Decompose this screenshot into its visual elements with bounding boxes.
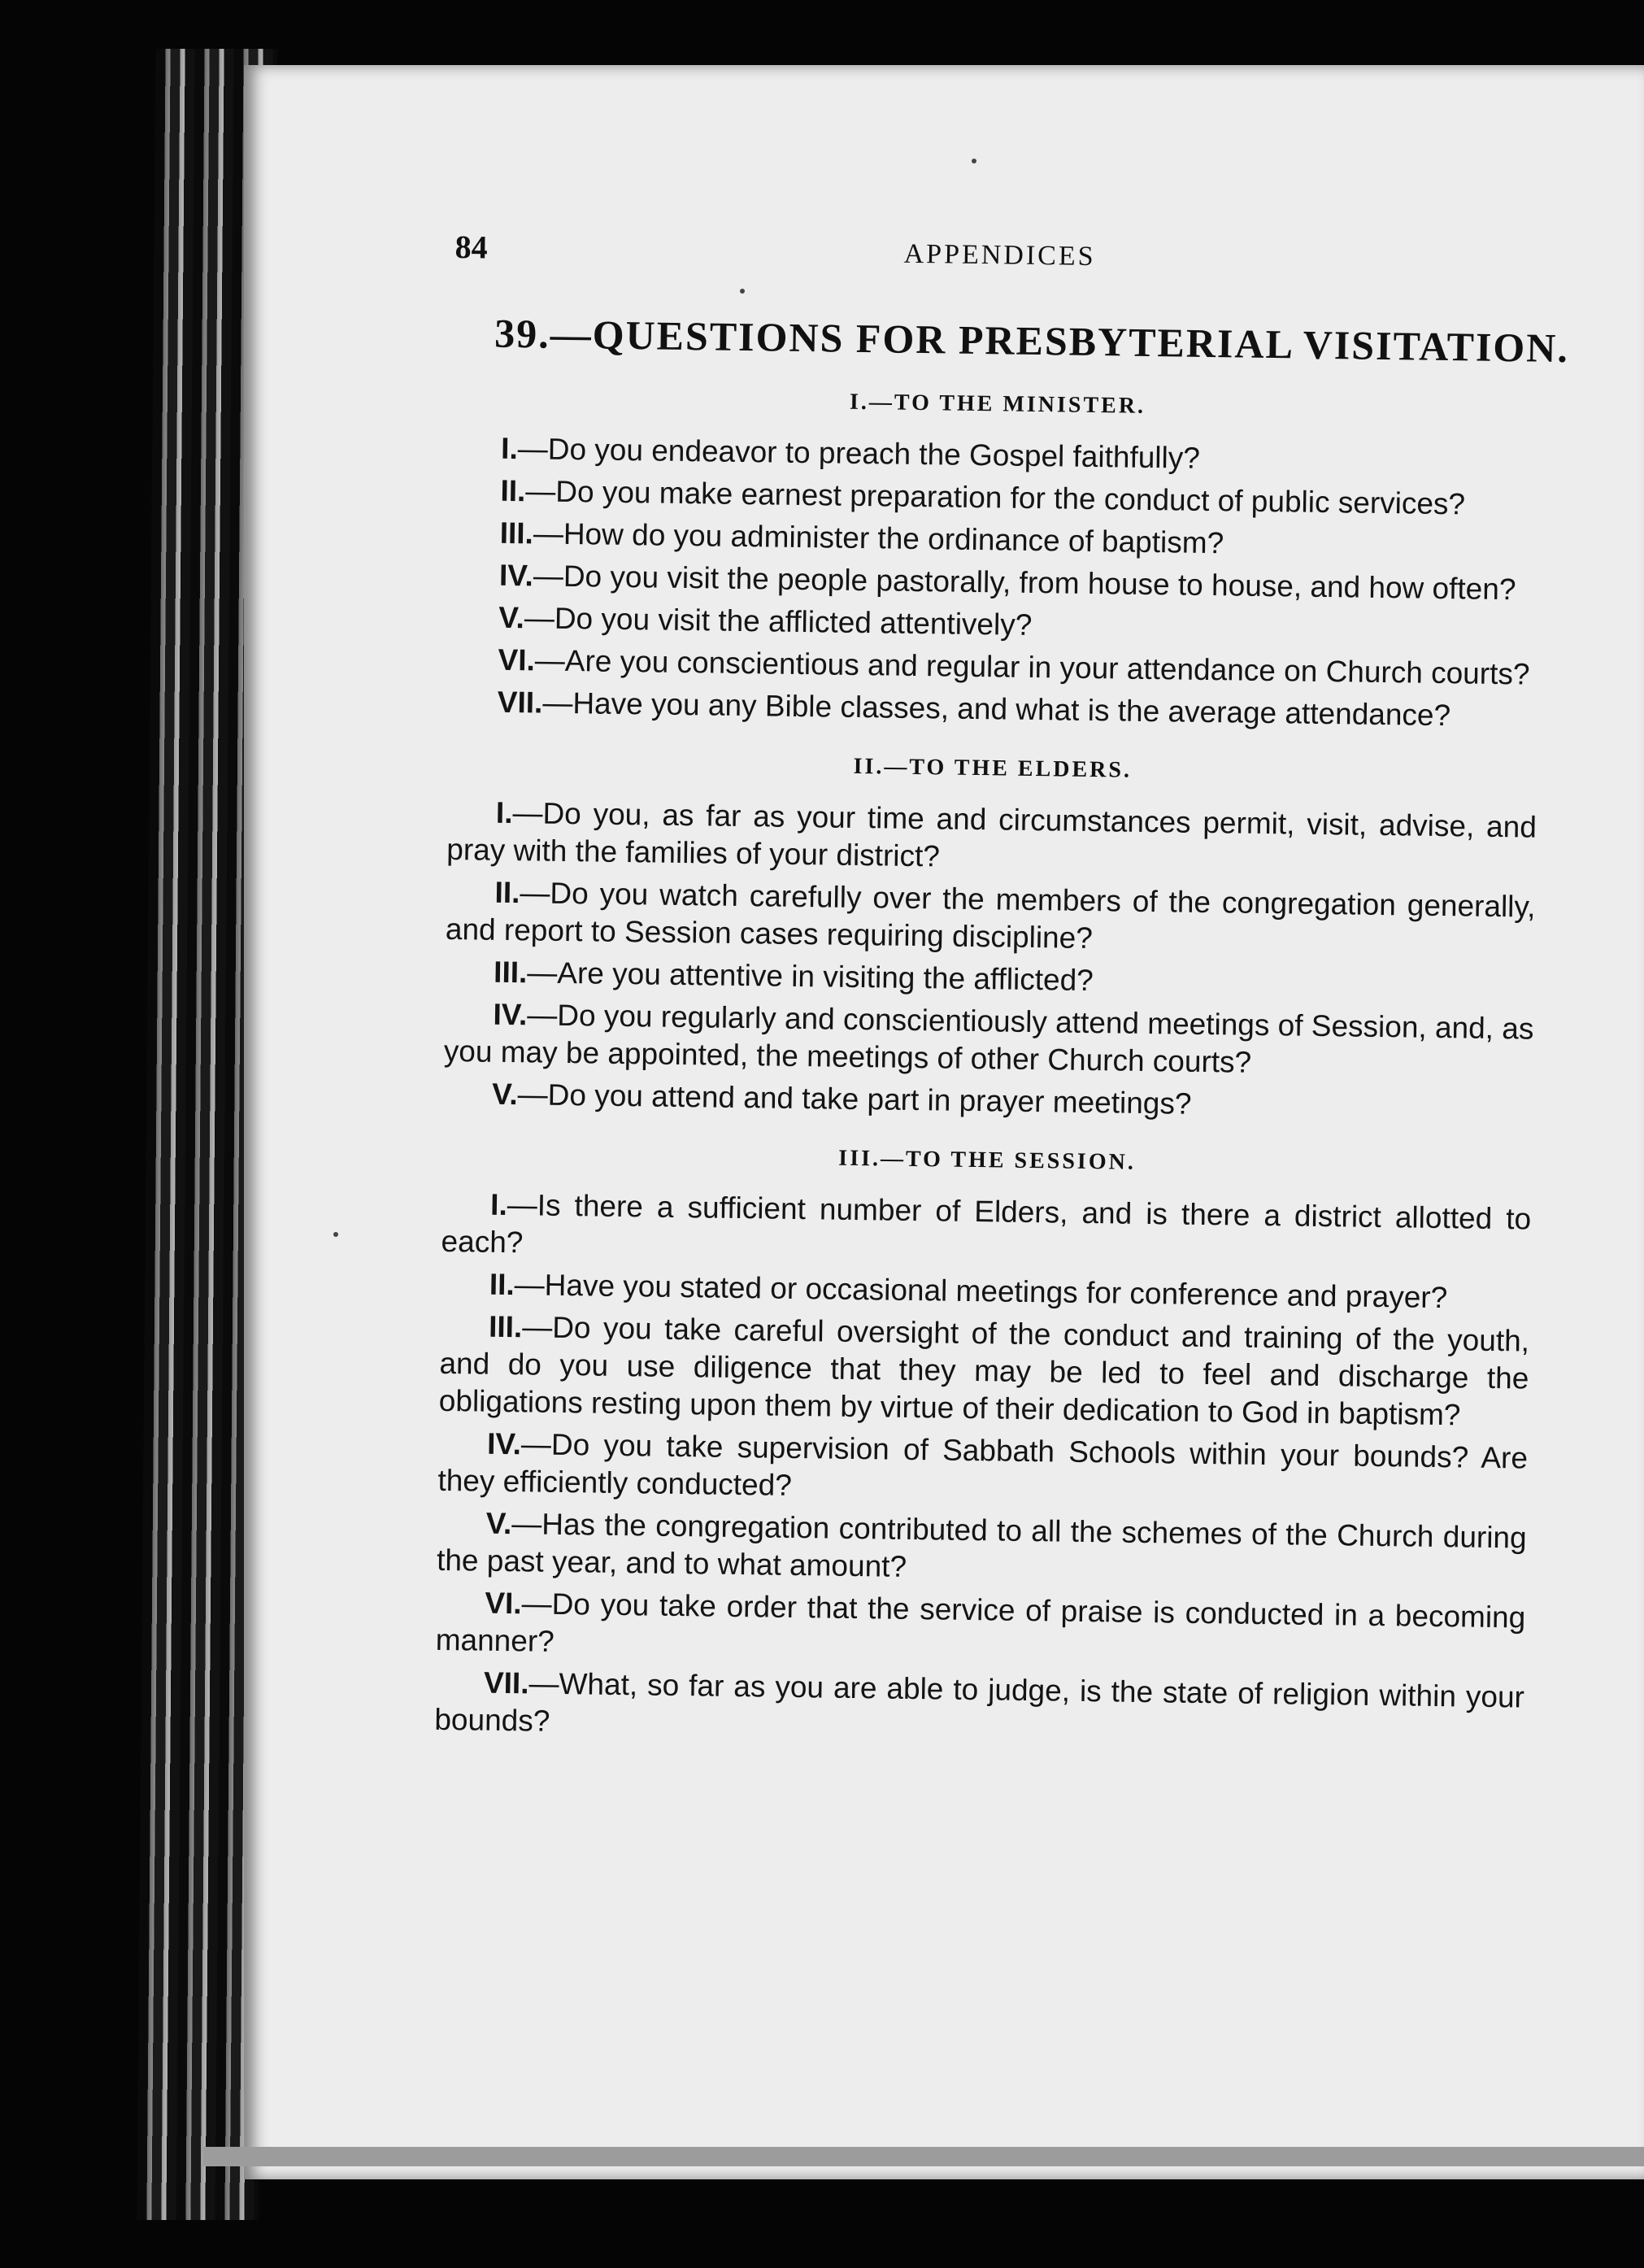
question-number: VII. <box>497 685 543 720</box>
question-number: II. <box>489 1267 515 1302</box>
question-number: V. <box>498 600 525 635</box>
question-number: VI. <box>498 642 536 677</box>
section-heading: I.—TO THE MINISTER. <box>849 389 1146 419</box>
book-page <box>244 65 1644 2179</box>
question-text: —Do you visit the afflicted attentively? <box>524 601 1033 642</box>
section-elders <box>443 748 1537 1128</box>
question-item <box>444 995 1534 1086</box>
question-number: VII. <box>483 1665 529 1700</box>
question-number: III. <box>493 955 528 990</box>
question-item <box>446 794 1537 884</box>
question-item <box>446 873 1536 964</box>
section-heading: II.—TO THE ELDERS. <box>853 753 1133 783</box>
question-text: —Are you attentive in visiting the afflicted? <box>527 956 1094 998</box>
question-number: I. <box>495 795 513 830</box>
section-minister <box>449 384 1543 736</box>
question-text: —Do you take order that the service of praise is conducted in a becoming manner? <box>435 1587 1526 1658</box>
question-text: —Has the congregation contributed to all the schemes of the Church during the past year, and to what amount? <box>436 1507 1527 1583</box>
question-number: II. <box>494 875 520 910</box>
page-bottom-edge <box>203 2147 1644 2166</box>
question-text: —Do you take supervision of Sabbath Schools within your bounds? Are they efficiently conducted? <box>437 1427 1529 1502</box>
question-number: V. <box>485 1506 512 1541</box>
question-number: IV. <box>493 997 528 1032</box>
question-text: —Do you regularly and conscientiously attend meetings of Session, and, as you may be appointed, the meetings of other Church courts? <box>443 998 1534 1079</box>
question-number: V. <box>491 1077 518 1112</box>
question-number: III. <box>499 516 534 551</box>
question-text: —Do you make earnest preparation for the conduct of public services? <box>525 474 1466 521</box>
question-item <box>437 1504 1527 1595</box>
question-number: III. <box>488 1309 523 1344</box>
section-heading: III.—TO THE SESSION. <box>838 1145 1137 1175</box>
ink-speck <box>972 159 976 163</box>
question-text: —Do you watch carefully over the members of the congregation generally, and report to Session cases requiring discipline? <box>445 876 1536 956</box>
question-text: —How do you administer the ordinance of baptism? <box>533 516 1224 560</box>
question-text: —What, so far as you are able to judge, is the state of religion within your bounds? <box>434 1666 1525 1738</box>
question-text: —Do you, as far as your time and circumstances permit, visit, advise, and pray with the families of your district? <box>446 796 1537 873</box>
ink-speck <box>333 1232 338 1237</box>
question-text: —Do you visit the people pastorally, from house to house, and how often? <box>533 559 1516 607</box>
question-number: I. <box>489 1187 508 1222</box>
question-number: IV. <box>498 558 534 593</box>
appendix-title: 39.—QUESTIONS FOR PRESBYTERIAL VISITATION. <box>494 310 1570 372</box>
question-number: I. <box>500 431 519 466</box>
question-number: VI. <box>485 1586 522 1621</box>
question-text: —Have you any Bible classes, and what is the average attendance? <box>542 686 1451 733</box>
question-text: —Do you take careful oversight of the conduct and training of the youth, and do you use diligence that they may be led to feel and discharge the obligations resting upon them by virtue of their dedication to God in baptism? <box>438 1310 1530 1432</box>
question-number: IV. <box>486 1426 522 1461</box>
question-text: —Is there a sufficient number of Elders, and is there a district allotted to each? <box>441 1188 1532 1260</box>
running-head: APPENDICES <box>903 238 1096 272</box>
question-item <box>435 1584 1525 1674</box>
page-number: 84 <box>454 228 488 266</box>
question-text: —Have you stated or occasional meetings for conference and prayer? <box>514 1268 1448 1315</box>
question-item <box>441 1186 1531 1276</box>
question-item <box>439 1308 1530 1435</box>
section-session <box>434 1140 1532 1754</box>
question-item <box>437 1425 1528 1515</box>
question-item <box>434 1664 1524 1754</box>
page-header <box>454 228 1545 292</box>
question-number: II. <box>500 473 526 508</box>
page-content <box>434 228 1570 1759</box>
question-text: —Are you conscientious and regular in your attendance on Church courts? <box>534 643 1530 691</box>
question-text: —Do you attend and take part in prayer meetings? <box>517 1077 1192 1121</box>
question-text: —Do you endeavor to preach the Gospel faithfully? <box>517 432 1201 475</box>
